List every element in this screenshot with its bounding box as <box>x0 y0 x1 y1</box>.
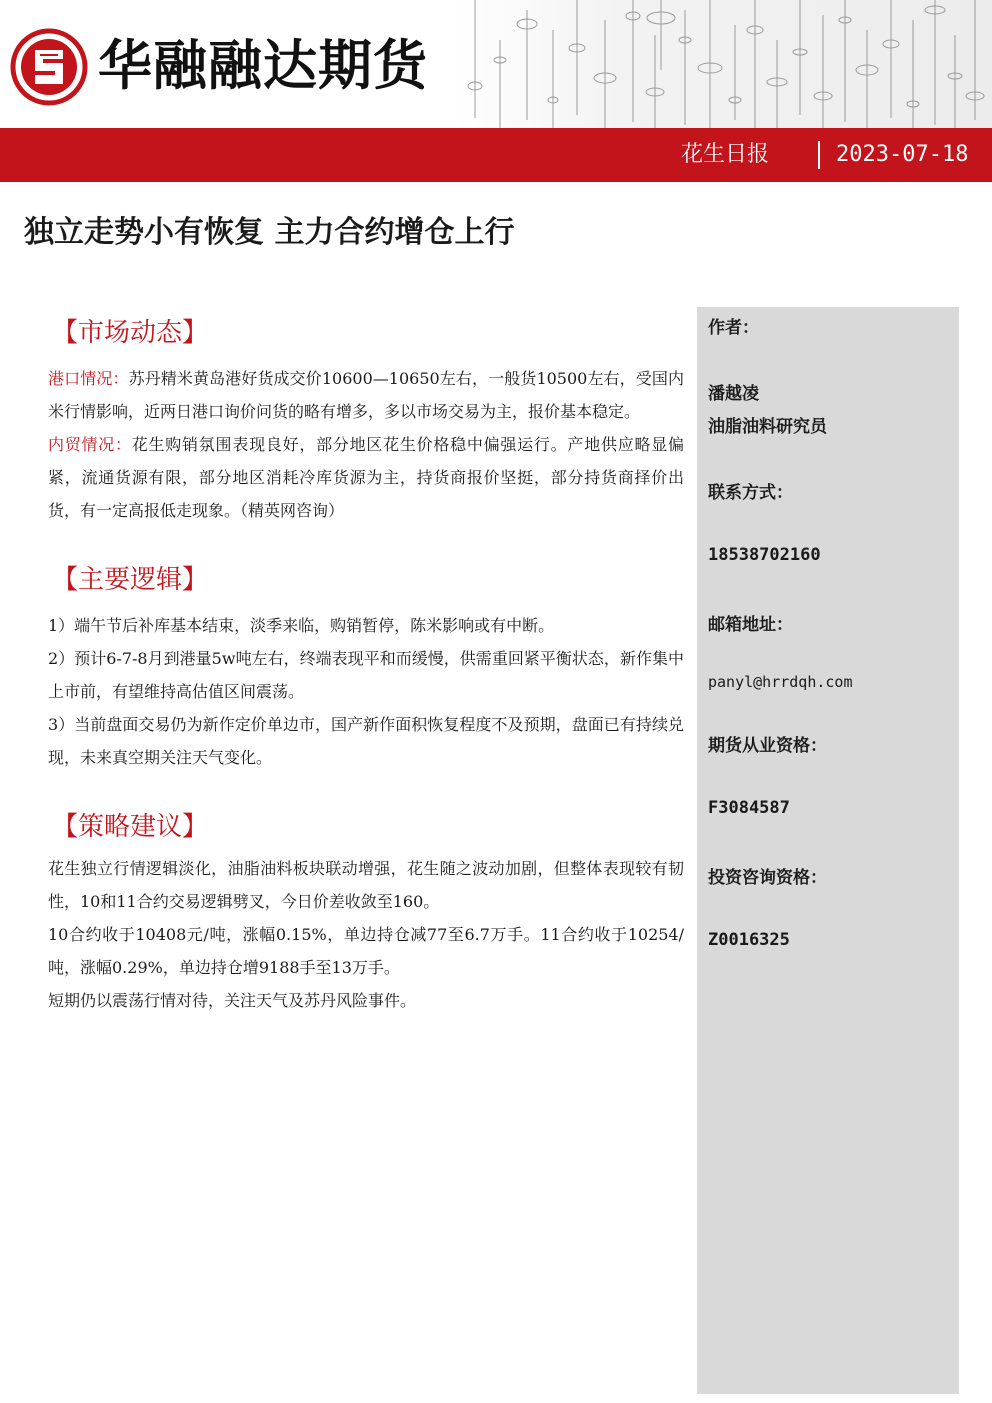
section-market-dynamics <box>48 310 684 527</box>
investment-qualification-number: Z0016325 <box>708 930 790 950</box>
report-type: 花生日报 <box>681 142 770 167</box>
report-headline: 独立走势小有恢复 主力合约增仓上行 <box>24 215 515 250</box>
paragraph-text: 花生购销氛围表现良好，部分地区花生价格稳中偏强运行。产地供应略显偏紧，流通货源有限，部分地区消耗冷库货源为主，持货商报价坚挺，部分持货商择价出货，有一定高报低走现象。（精英网咨询） <box>48 435 684 520</box>
author-sidebar <box>697 307 959 1394</box>
paragraph <box>48 708 684 774</box>
paragraph-text: 苏丹精米黄岛港好货成交价10600—10650左右，一般货10500左右，受国内米行情影响，近两日港口询价问货的略有增多，多以市场交易为主，报价基本稳定。 <box>48 369 684 421</box>
phone-number: 18538702160 <box>708 545 821 565</box>
paragraph <box>48 428 684 527</box>
futures-qualification-number: F3084587 <box>708 798 790 818</box>
section-strategy <box>48 804 684 1017</box>
huarong-logo-icon <box>10 28 88 106</box>
paragraph-lead: 港口情况： <box>48 369 129 388</box>
paragraph <box>48 362 684 428</box>
decorative-lines-graphic <box>455 0 992 130</box>
paragraph <box>48 609 684 642</box>
investment-qualification-label: 投资咨询资格： <box>708 868 827 888</box>
header-decoration <box>455 0 992 130</box>
section-title: 【策略建议】 <box>52 812 209 842</box>
paragraph-text: 3）当前盘面交易仍为新作定价单边市，国产新作面积恢复程度不及预期，盘面已有持续兑现，未来真空期关注天气变化。 <box>48 715 684 767</box>
email-address[interactable]: panyl@hrrdqh.com <box>708 673 853 691</box>
author-label: 作者： <box>708 318 759 338</box>
main-content <box>48 310 684 1017</box>
paragraph-lead: 内贸情况： <box>48 435 132 454</box>
contact-label: 联系方式： <box>708 483 793 503</box>
report-title-bar <box>0 128 992 182</box>
section-title: 【主要逻辑】 <box>52 565 209 595</box>
paragraph <box>48 852 684 918</box>
brand-name: 华融融达期货 <box>98 34 428 97</box>
paragraph-text: 花生独立行情逻辑淡化，油脂油料板块联动增强，花生随之波动加剧，但整体表现较有韧性，10和11合约交易逻辑劈叉，今日价差收敛至160。 <box>48 859 684 911</box>
report-date: 2023-07-18 <box>836 142 969 167</box>
author-title: 油脂油料研究员 <box>708 417 827 437</box>
email-label: 邮箱地址： <box>708 615 793 635</box>
futures-qualification-label: 期货从业资格： <box>708 736 827 756</box>
section-main-logic <box>48 557 684 774</box>
paragraph <box>48 642 684 708</box>
paragraph-text: 10合约收于10408元/吨，涨幅0.15%，单边持仓减77至6.7万手。11合约收于10254/吨，涨幅0.29%，单边持仓增9188手至13万手。 <box>48 925 684 977</box>
title-bar-divider <box>818 141 820 169</box>
author-name: 潘越凌 <box>708 384 759 404</box>
paragraph <box>48 984 684 1017</box>
paragraph-text: 2）预计6-7-8月到港量5w吨左右，终端表现平和而缓慢，供需重回紧平衡状态，新作集中上市前，有望维持高估值区间震荡。 <box>48 649 684 701</box>
paragraph <box>48 918 684 984</box>
paragraph-text: 短期仍以震荡行情对待，关注天气及苏丹风险事件。 <box>48 991 417 1010</box>
section-title: 【市场动态】 <box>52 318 209 348</box>
paragraph-text: 1）端午节后补库基本结束，淡季来临，购销暂停，陈米影响或有中断。 <box>48 616 555 635</box>
